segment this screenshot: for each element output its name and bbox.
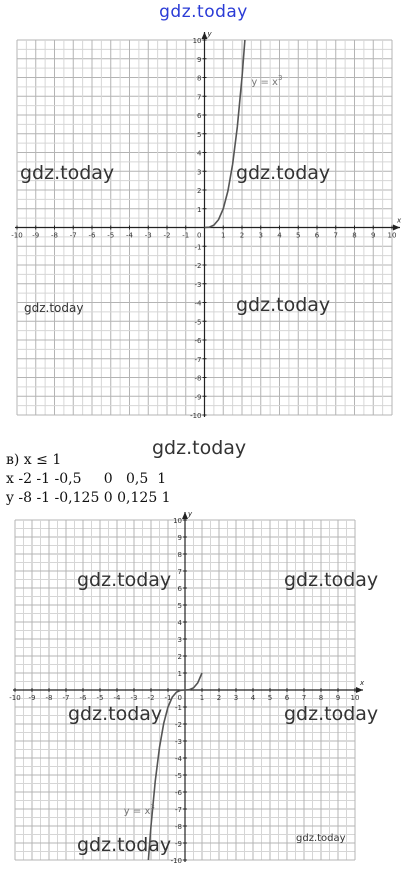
y-tick-label: 10	[192, 37, 202, 45]
x-tick-label: -9	[28, 694, 36, 702]
watermark: gdz.today	[236, 294, 331, 316]
x-tick-label: -8	[51, 231, 58, 240]
y-tick-label: -6	[194, 337, 202, 345]
x-tick-label: 4	[277, 231, 282, 240]
y-axis-label: y	[207, 30, 212, 38]
y-tick-label: -5	[194, 318, 202, 327]
watermark: gdz.today	[24, 301, 84, 315]
x-tick-label: -5	[96, 694, 104, 702]
x-axis-arrow	[393, 225, 400, 231]
y-tick-label: 5	[177, 602, 182, 610]
y-tick-label: -4	[194, 299, 202, 308]
y-tick-label: -1	[175, 704, 182, 712]
x-tick-label: 7	[333, 231, 338, 240]
y-tick-label: 6	[197, 112, 202, 120]
value-table-notes	[6, 451, 171, 508]
x-tick-label: -3	[144, 231, 152, 240]
y-tick-label: -8	[175, 823, 182, 831]
graph-chart-1	[0, 30, 407, 440]
x-tick-label: -2	[147, 694, 155, 702]
y-tick-label: 10	[173, 517, 182, 525]
x-tick-label: -1	[164, 694, 172, 702]
x-tick-label: -6	[79, 694, 87, 702]
y-tick-label: -2	[175, 721, 182, 729]
y-tick-label: 2	[177, 653, 182, 661]
watermark: gdz.today	[236, 162, 331, 184]
x-tick-label: 1	[199, 694, 205, 702]
x-axis-label: x	[397, 216, 402, 225]
y-tick-label: 8	[177, 551, 182, 559]
y-axis-label: y	[188, 510, 193, 518]
y-tick-label: -6	[175, 789, 182, 797]
y-tick-label: 7	[177, 568, 182, 576]
watermark: gdz.today	[152, 437, 247, 459]
y-tick-label: -9	[175, 840, 182, 848]
origin-label: 0	[177, 694, 182, 702]
watermark: gdz.today	[296, 833, 346, 844]
x-tick-label: -5	[107, 231, 115, 240]
y-tick-label: 4	[177, 619, 182, 627]
origin-label: 0	[197, 231, 202, 240]
x-values-row: x -2 -1 -0,5 0 0,5 1	[6, 471, 167, 487]
y-tick-label: 8	[197, 74, 202, 83]
y-tick-label: 1	[197, 205, 202, 214]
watermark: gdz.today	[77, 834, 172, 856]
x-tick-label: -3	[130, 694, 138, 702]
x-tick-label: 6	[284, 694, 290, 702]
y-tick-label: 3	[197, 168, 202, 177]
y-tick-label: 3	[177, 636, 182, 644]
x-tick-label: 2	[216, 694, 222, 702]
curve-label	[124, 803, 155, 817]
y-tick-label: 9	[177, 534, 182, 542]
y-tick-label: 7	[197, 93, 202, 102]
y-tick-label: -7	[194, 355, 202, 364]
y-tick-label: -7	[175, 806, 182, 814]
watermark: gdz.today	[68, 703, 163, 725]
x-tick-label: 8	[352, 231, 357, 240]
site-brand: gdz.today	[159, 2, 248, 22]
watermark: gdz.today	[284, 703, 379, 725]
x-tick-label: 2	[239, 231, 245, 240]
x-tick-label: 4	[250, 694, 256, 702]
x-tick-label: 1	[221, 231, 226, 240]
y-values-row: y -8 -1 -0,125 0 0,125 1	[6, 490, 171, 506]
y-tick-label: 9	[197, 55, 202, 64]
curve-label	[251, 74, 282, 88]
x-tick-label: -1	[182, 231, 190, 240]
watermark: gdz.today	[284, 569, 379, 591]
y-tick-label: -9	[194, 393, 202, 402]
x-tick-label: -2	[163, 231, 171, 240]
x-tick-label: 6	[314, 231, 320, 240]
x-tick-label: -9	[32, 231, 40, 240]
watermark: gdz.today	[77, 569, 172, 591]
curve-label-text: y = x	[123, 806, 151, 818]
y-tick-label: 2	[197, 187, 202, 195]
x-tick-label: -10	[9, 694, 21, 702]
y-tick-label: -10	[190, 412, 202, 420]
y-tick-label: 6	[177, 585, 182, 593]
y-tick-label: -3	[194, 280, 202, 289]
x-tick-label: -6	[88, 231, 96, 240]
y-tick-label: -10	[170, 857, 182, 865]
x-tick-label: -7	[62, 694, 70, 702]
x-tick-label: -4	[113, 694, 121, 702]
y-tick-label: -2	[194, 262, 202, 270]
graph-chart-2	[0, 510, 407, 878]
y-tick-label: 5	[197, 130, 202, 139]
y-tick-label: -8	[194, 374, 202, 383]
curve-label-exponent: 3	[277, 74, 283, 82]
x-tick-label: 10	[350, 694, 360, 702]
x-tick-label: -4	[126, 231, 133, 240]
x-axis-label: x	[360, 679, 365, 687]
y-tick-label: -1	[194, 243, 202, 252]
condition-heading: в) x ≤ 1	[6, 452, 62, 468]
curve-label-exponent: 3	[150, 803, 155, 812]
x-tick-label: 9	[371, 231, 376, 240]
x-tick-label: 5	[296, 231, 301, 240]
x-tick-label: 3	[233, 694, 239, 702]
watermark: gdz.today	[20, 162, 115, 184]
x-tick-label: 8	[318, 694, 324, 702]
x-tick-label: 9	[335, 694, 341, 702]
curve-label-text: y = x	[251, 77, 278, 88]
x-tick-label: -8	[45, 694, 53, 702]
x-tick-label: 3	[258, 231, 263, 240]
x-axis-arrow	[356, 687, 363, 693]
y-tick-label: 1	[177, 670, 182, 678]
y-tick-label: -5	[175, 772, 182, 780]
x-tick-label: 5	[267, 694, 273, 702]
x-tick-label: 7	[301, 694, 307, 702]
y-tick-label: 4	[197, 149, 202, 158]
x-tick-label: -10	[11, 231, 23, 240]
x-tick-label: -7	[69, 231, 77, 240]
y-tick-label: -3	[175, 738, 182, 746]
x-tick-label: 10	[387, 231, 397, 240]
y-tick-label: -4	[175, 755, 182, 763]
